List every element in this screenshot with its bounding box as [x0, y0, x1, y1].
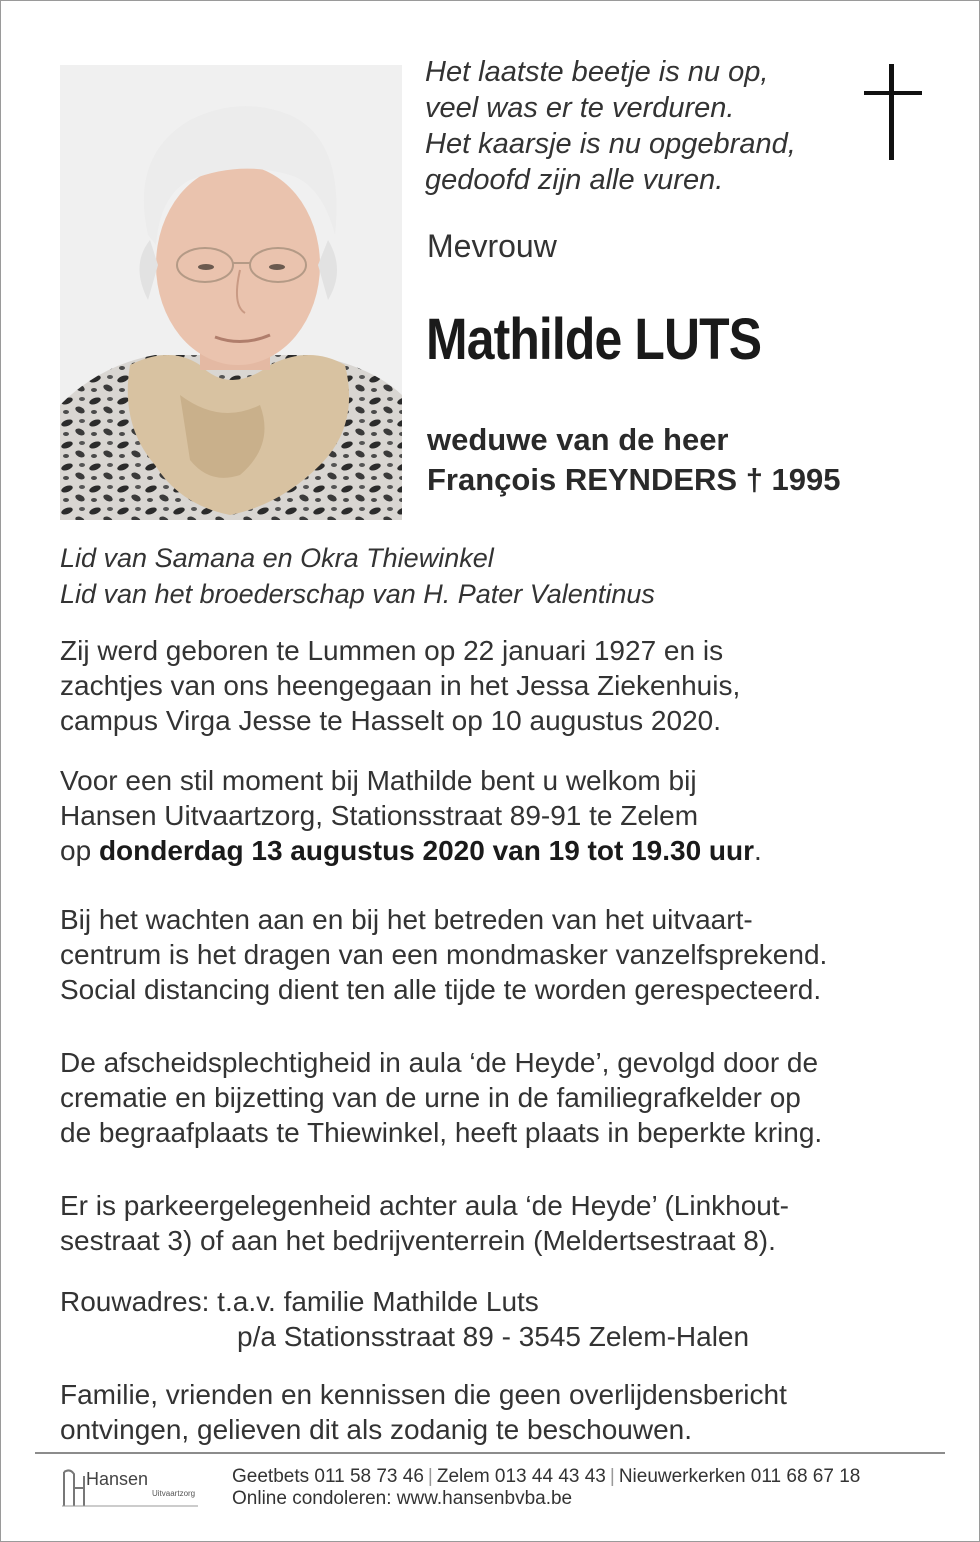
- logo-name: Hansen: [86, 1469, 149, 1489]
- ceremony-paragraph: [60, 1045, 822, 1150]
- membership-line: Lid van het broederschap van H. Pater Valentinus: [60, 579, 655, 609]
- poem: [425, 54, 845, 198]
- paragraph-line: Hansen Uitvaartzorg, Stationsstraat 89-91 te Zelem: [60, 800, 699, 831]
- cross-icon: [864, 64, 922, 160]
- widow-of: [427, 420, 841, 500]
- paragraph-line: Bij het wachten aan en bij het betreden van het uitvaart-: [60, 904, 753, 935]
- paragraph-line: Familie, vrienden en kennissen die geen overlijdensbericht: [60, 1379, 787, 1410]
- separator: |: [427, 1466, 433, 1487]
- poem-line: veel was er te verduren.: [425, 92, 735, 124]
- paragraph-line: ontvingen, gelieven dit als zodanig te beschouwen.: [60, 1414, 692, 1445]
- spouse-name: François REYNDERS † 1995: [427, 462, 841, 497]
- visit-prefix: op: [60, 835, 99, 866]
- footer-divider: [35, 1452, 945, 1454]
- honorific: Mevrouw: [427, 228, 557, 264]
- poem-line: gedoofd zijn alle vuren.: [425, 164, 724, 196]
- logo-subtitle: Uitvaartzorg: [152, 1489, 196, 1498]
- address-label: Rouwadres: t.a.v. familie Mathilde Luts: [60, 1286, 539, 1317]
- paragraph-line: crematie en bijzetting van de urne in de familiegrafkelder op: [60, 1082, 801, 1113]
- portrait-illustration: [60, 65, 402, 520]
- paragraph-line: de begraafplaats te Thiewinkel, heeft plaats in beperkte kring.: [60, 1117, 823, 1148]
- memberships: [60, 540, 655, 612]
- paragraph-line: Er is parkeergelegenheid achter aula ‘de Heyde’ (Linkhout-: [60, 1190, 789, 1221]
- paragraph-line: Voor een stil moment bij Mathilde bent u welkom bij: [60, 765, 697, 796]
- deceased-name: Mathilde LUTS: [426, 307, 762, 372]
- birth-death-paragraph: [60, 633, 740, 738]
- poem-line: Het kaarsje is nu opgebrand,: [425, 128, 796, 160]
- closing-paragraph: [60, 1377, 787, 1447]
- mourning-address: [60, 1284, 749, 1354]
- membership-line: Lid van Samana en Okra Thiewinkel: [60, 543, 494, 573]
- portrait-photo: [60, 65, 402, 520]
- visit-suffix: .: [754, 835, 762, 866]
- paragraph-line: zachtjes van ons heengegaan in het Jessa Ziekenhuis,: [60, 670, 741, 701]
- paragraph-line: De afscheidsplechtigheid in aula ‘de Heyde’, gevolgd door de: [60, 1047, 819, 1078]
- widow-line: weduwe van de heer: [427, 422, 729, 457]
- phone-zelem: Zelem 013 44 43 43: [436, 1466, 606, 1487]
- paragraph-line: Zij werd geboren te Lummen op 22 januari 1927 en is: [60, 635, 724, 666]
- paragraph-line: campus Virga Jesse te Hasselt op 10 augustus 2020.: [60, 705, 721, 736]
- paragraph-line: sestraat 3) of aan het bedrijventerrein (Meldertsestraat 8).: [60, 1225, 776, 1256]
- visit-time-line: [60, 833, 762, 868]
- phone-geetbets: Geetbets 011 58 73 46: [232, 1466, 424, 1487]
- poem-line: Het laatste beetje is nu op,: [425, 56, 769, 88]
- visit-datetime: donderdag 13 augustus 2020 van 19 tot 19.30 uur: [98, 835, 755, 866]
- phone-numbers: [232, 1466, 860, 1488]
- parking-paragraph: [60, 1188, 789, 1258]
- paragraph-line: centrum is het dragen van een mondmasker vanzelfsprekend.: [60, 939, 828, 970]
- address-street: p/a Stationsstraat 89 - 3545 Zelem-Halen: [237, 1321, 750, 1352]
- paragraph-line: Social distancing dient ten alle tijde te worden gerespecteerd.: [60, 974, 822, 1005]
- phone-nieuwerkerken: Nieuwerkerken 011 68 67 18: [618, 1466, 861, 1487]
- visit-paragraph: [60, 763, 762, 868]
- separator: |: [609, 1466, 615, 1487]
- online-condolence-link[interactable]: Online condoleren: www.hansenbvba.be: [232, 1488, 573, 1509]
- mask-paragraph: [60, 902, 827, 1007]
- footer-contact: [232, 1466, 860, 1510]
